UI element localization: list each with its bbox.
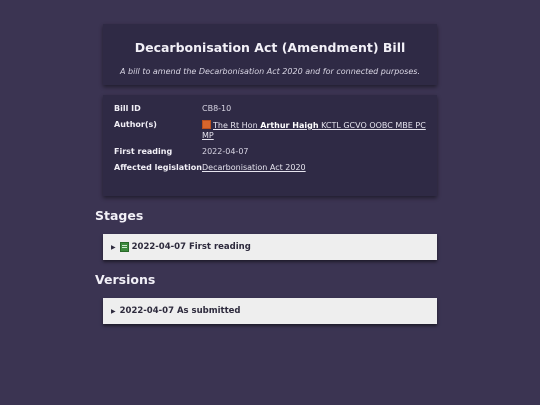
info-row-first-reading [114,147,426,157]
version-summary: 2022-04-07 As submitted [119,306,241,316]
author-suffix: KCTL GCVO OOBC MBE PC MP [202,121,426,140]
info-row-bill-id [114,104,426,114]
author-link[interactable] [202,121,426,140]
version-item-as-submitted[interactable] [103,298,437,324]
chamber-icon [120,242,129,252]
bill-subtitle: A bill to amend the Decarbonisation Act 2020 and for connected purposes. [120,67,420,76]
first-reading-label: First reading [114,147,173,156]
info-row-authors [114,120,426,141]
affected-legislation-value [202,163,426,173]
party-icon [202,120,211,129]
first-reading-value: 2022-04-07 [202,147,249,156]
authors-label: Author(s) [114,120,157,129]
stage-item-first-reading[interactable] [103,234,437,260]
info-row-affected-legislation [114,163,426,173]
affected-legislation-label: Affected legislation [114,163,202,172]
versions-heading: Versions [95,272,156,287]
authors-value [202,120,426,141]
disclosure-triangle-icon: ▶ [111,307,116,315]
affected-legislation-link[interactable]: Decarbonisation Act 2020 [202,163,306,172]
bill-id-value: CB8-10 [202,104,232,113]
disclosure-triangle-icon: ▶ [111,243,116,251]
author-name: Arthur Haigh [260,121,319,130]
stages-heading: Stages [95,208,144,223]
bill-id-label: Bill ID [114,104,141,113]
stage-summary: 2022-04-07 First reading [131,242,251,252]
bill-info-card [103,95,437,196]
author-prefix: The Rt Hon [213,121,258,130]
bill-title: Decarbonisation Act (Amendment) Bill [134,40,406,55]
bill-header-card [103,24,437,85]
